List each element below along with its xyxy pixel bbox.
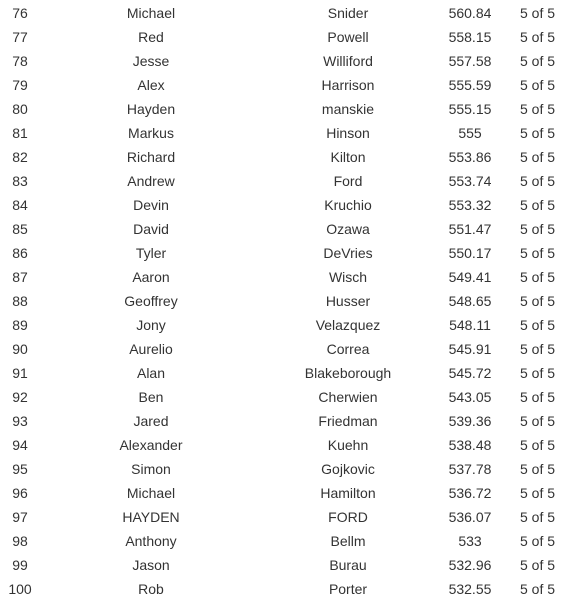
score-cell: 549.41 [448, 269, 492, 285]
first-name-cell: HAYDEN [122, 509, 180, 525]
score-cell: 558.15 [448, 29, 492, 45]
first-name-cell: Rob [138, 581, 164, 597]
score-cell: 532.55 [448, 581, 492, 597]
rounds-cell: 5 of 5 [519, 509, 556, 525]
last-name-cell: Kilton [330, 149, 366, 165]
rank-cell: 93 [12, 413, 28, 429]
last-name-cell: Bellm [330, 533, 366, 549]
table-row [0, 385, 569, 409]
rank-cell: 85 [12, 221, 28, 237]
rounds-cell: 5 of 5 [519, 485, 556, 501]
last-name-cell: Ozawa [326, 221, 370, 237]
table-row [0, 265, 569, 289]
table-row [0, 505, 569, 529]
first-name-cell: Ben [138, 389, 164, 405]
rounds-cell: 5 of 5 [519, 365, 556, 381]
first-name-cell: Red [138, 29, 164, 45]
last-name-cell: Correa [326, 341, 370, 357]
first-name-cell: Devin [133, 197, 169, 213]
last-name-cell: Hamilton [320, 485, 376, 501]
rounds-cell: 5 of 5 [519, 533, 556, 549]
rank-cell: 95 [12, 461, 28, 477]
last-name-cell: Snider [327, 5, 369, 21]
table-row [0, 193, 569, 217]
rounds-cell: 5 of 5 [519, 269, 556, 285]
score-cell: 537.78 [448, 461, 492, 477]
table-row [0, 121, 569, 145]
rank-cell: 100 [8, 581, 32, 597]
score-cell: 550.17 [448, 245, 492, 261]
score-cell: 539.36 [448, 413, 492, 429]
rounds-cell: 5 of 5 [519, 77, 556, 93]
first-name-cell: Anthony [125, 533, 177, 549]
score-cell: 548.11 [449, 317, 491, 333]
rounds-cell: 5 of 5 [519, 581, 556, 597]
score-cell: 533 [458, 533, 482, 549]
leaderboard-table [0, 1, 569, 601]
rank-cell: 89 [12, 317, 28, 333]
last-name-cell: DeVries [323, 245, 373, 261]
score-cell: 545.91 [448, 341, 492, 357]
last-name-cell: Porter [328, 581, 368, 597]
first-name-cell: Markus [128, 125, 174, 141]
rank-cell: 88 [12, 293, 28, 309]
last-name-cell: Kruchio [324, 197, 372, 213]
score-cell: 545.72 [448, 365, 492, 381]
rounds-cell: 5 of 5 [519, 461, 556, 477]
score-cell: 551.47 [448, 221, 492, 237]
first-name-cell: Alan [136, 365, 166, 381]
first-name-cell: Alex [137, 77, 165, 93]
last-name-cell: Friedman [318, 413, 378, 429]
score-cell: 557.58 [448, 53, 492, 69]
last-name-cell: Hinson [326, 125, 370, 141]
last-name-cell: Kuehn [327, 437, 369, 453]
last-name-cell: Ford [333, 173, 363, 189]
table-row [0, 73, 569, 97]
first-name-cell: David [133, 221, 169, 237]
rank-cell: 80 [12, 101, 28, 117]
table-row [0, 289, 569, 313]
score-cell: 538.48 [448, 437, 492, 453]
rank-cell: 91 [12, 365, 28, 381]
rounds-cell: 5 of 5 [519, 437, 556, 453]
table-row [0, 409, 569, 433]
rank-cell: 77 [12, 29, 28, 45]
table-row [0, 577, 569, 601]
last-name-cell: FORD [328, 509, 368, 525]
table-row [0, 361, 569, 385]
last-name-cell: Harrison [321, 77, 375, 93]
table-row [0, 457, 569, 481]
score-cell: 553.86 [448, 149, 492, 165]
table-row [0, 553, 569, 577]
last-name-cell: Velazquez [315, 317, 381, 333]
rank-cell: 98 [12, 533, 28, 549]
rank-cell: 76 [12, 5, 28, 21]
score-cell: 543.05 [448, 389, 492, 405]
score-cell: 555 [458, 125, 482, 141]
rank-cell: 87 [12, 269, 28, 285]
rank-cell: 84 [12, 197, 28, 213]
rounds-cell: 5 of 5 [519, 389, 556, 405]
rounds-cell: 5 of 5 [519, 245, 556, 261]
first-name-cell: Michael [126, 5, 176, 21]
rounds-cell: 5 of 5 [519, 557, 556, 573]
rounds-cell: 5 of 5 [519, 173, 556, 189]
rank-cell: 97 [12, 509, 28, 525]
rank-cell: 82 [12, 149, 28, 165]
rounds-cell: 5 of 5 [519, 413, 556, 429]
rank-cell: 94 [12, 437, 28, 453]
rounds-cell: 5 of 5 [519, 197, 556, 213]
last-name-cell: Cherwien [318, 389, 378, 405]
rounds-cell: 5 of 5 [519, 125, 556, 141]
last-name-cell: Blakeborough [304, 365, 392, 381]
first-name-cell: Jared [133, 413, 169, 429]
last-name-cell: Williford [323, 53, 373, 69]
table-row [0, 169, 569, 193]
first-name-cell: Simon [131, 461, 171, 477]
rounds-cell: 5 of 5 [519, 53, 556, 69]
rank-cell: 99 [12, 557, 28, 573]
leaderboard-rows [0, 1, 569, 601]
table-row [0, 433, 569, 457]
rounds-cell: 5 of 5 [519, 5, 556, 21]
rank-cell: 79 [12, 77, 28, 93]
first-name-cell: Alexander [119, 437, 183, 453]
first-name-cell: Michael [126, 485, 176, 501]
first-name-cell: Jason [132, 557, 170, 573]
table-row [0, 97, 569, 121]
rounds-cell: 5 of 5 [519, 149, 556, 165]
first-name-cell: Tyler [135, 245, 167, 261]
score-cell: 536.72 [448, 485, 492, 501]
score-cell: 555.59 [448, 77, 492, 93]
table-row [0, 25, 569, 49]
rank-cell: 96 [12, 485, 28, 501]
last-name-cell: Powell [327, 29, 369, 45]
rounds-cell: 5 of 5 [519, 341, 556, 357]
rank-cell: 90 [12, 341, 28, 357]
table-row [0, 217, 569, 241]
table-row [0, 241, 569, 265]
score-cell: 553.32 [448, 197, 492, 213]
last-name-cell: Burau [329, 557, 367, 573]
score-cell: 553.74 [448, 173, 492, 189]
rank-cell: 78 [12, 53, 28, 69]
rounds-cell: 5 of 5 [519, 293, 556, 309]
score-cell: 548.65 [448, 293, 492, 309]
rounds-cell: 5 of 5 [519, 101, 556, 117]
first-name-cell: Aaron [132, 269, 170, 285]
first-name-cell: Andrew [127, 173, 175, 189]
last-name-cell: Husser [325, 293, 371, 309]
table-row [0, 1, 569, 25]
first-name-cell: Richard [126, 149, 176, 165]
first-name-cell: Aurelio [129, 341, 173, 357]
rounds-cell: 5 of 5 [519, 221, 556, 237]
score-cell: 532.96 [448, 557, 492, 573]
rank-cell: 86 [12, 245, 28, 261]
rounds-cell: 5 of 5 [519, 317, 556, 333]
last-name-cell: manskie [321, 101, 375, 117]
table-row [0, 481, 569, 505]
table-row [0, 529, 569, 553]
score-cell: 560.84 [448, 5, 492, 21]
rank-cell: 92 [12, 389, 28, 405]
first-name-cell: Jony [136, 317, 166, 333]
table-row [0, 145, 569, 169]
rounds-cell: 5 of 5 [519, 29, 556, 45]
first-name-cell: Geoffrey [124, 293, 178, 309]
rank-cell: 81 [12, 125, 28, 141]
table-row [0, 49, 569, 73]
table-row [0, 313, 569, 337]
score-cell: 555.15 [448, 101, 492, 117]
table-row [0, 337, 569, 361]
rank-cell: 83 [12, 173, 28, 189]
score-cell: 536.07 [448, 509, 492, 525]
first-name-cell: Jesse [132, 53, 170, 69]
last-name-cell: Gojkovic [321, 461, 375, 477]
first-name-cell: Hayden [126, 101, 176, 117]
last-name-cell: Wisch [328, 269, 368, 285]
